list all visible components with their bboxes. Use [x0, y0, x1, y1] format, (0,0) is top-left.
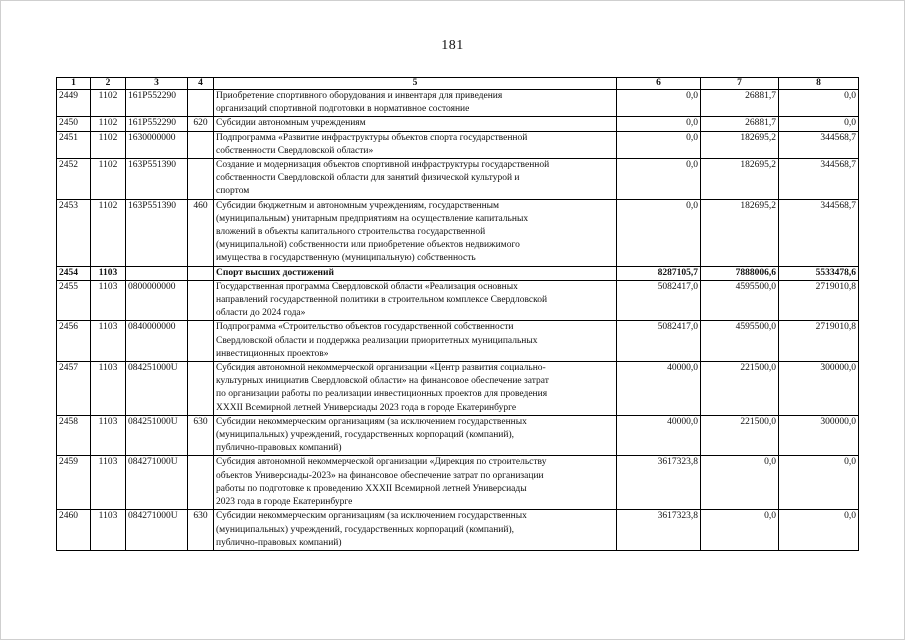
item-name-cell: Приобретение спортивного оборудования и инвентаря для приведения организаций спортивной подготовки в нормативное состояние [214, 90, 617, 117]
expense-type-cell: 460 [188, 199, 214, 266]
target-code-cell: 163P551390 [126, 159, 188, 200]
table-row [57, 321, 859, 362]
amount-col6-cell: 40000,0 [617, 362, 701, 416]
amount-col8-cell: 2719010,8 [779, 321, 859, 362]
amount-col8-cell: 0,0 [779, 510, 859, 551]
expense-type-cell [188, 266, 214, 280]
amount-col7-cell: 182695,2 [701, 199, 779, 266]
amount-col7-cell: 221500,0 [701, 362, 779, 416]
amount-col6-cell: 40000,0 [617, 415, 701, 456]
item-name-cell: Подпрограмма «Строительство объектов государственной собственности Свердловской области и поддержка реализации приоритетных муниципальных инвестиционных проектов» [214, 321, 617, 362]
amount-col8-cell: 5533478,6 [779, 266, 859, 280]
expense-type-cell: 630 [188, 510, 214, 551]
expense-type-cell [188, 321, 214, 362]
row-number-cell: 2455 [57, 280, 91, 321]
amount-col6-cell: 5082417,0 [617, 280, 701, 321]
table-row [57, 456, 859, 510]
expense-type-cell [188, 362, 214, 416]
item-name-cell: Создание и модернизация объектов спортивной инфраструктуры государственной собственности Свердловской области для занятий физической культурой и спортом [214, 159, 617, 200]
expense-type-cell [188, 159, 214, 200]
header-cell: 7 [701, 78, 779, 90]
target-code-cell: 161P552290 [126, 90, 188, 117]
amount-col8-cell: 344568,7 [779, 131, 859, 158]
row-number-cell: 2454 [57, 266, 91, 280]
item-name-cell: Субсидии автономным учреждениям [214, 117, 617, 131]
target-code-cell: 0840000000 [126, 321, 188, 362]
amount-col6-cell: 0,0 [617, 199, 701, 266]
amount-col7-cell: 221500,0 [701, 415, 779, 456]
expense-type-cell [188, 90, 214, 117]
table-row [57, 280, 859, 321]
section-code-cell: 1102 [91, 90, 126, 117]
amount-col6-cell: 0,0 [617, 159, 701, 200]
row-number-cell: 2451 [57, 131, 91, 158]
table-row [57, 266, 859, 280]
row-number-cell: 2460 [57, 510, 91, 551]
target-code-cell [126, 266, 188, 280]
section-code-cell: 1103 [91, 415, 126, 456]
section-code-cell: 1102 [91, 159, 126, 200]
amount-col8-cell: 300000,0 [779, 415, 859, 456]
row-number-cell: 2459 [57, 456, 91, 510]
amount-col6-cell: 3617323,8 [617, 456, 701, 510]
amount-col7-cell: 4595500,0 [701, 280, 779, 321]
table-row [57, 199, 859, 266]
table-row [57, 90, 859, 117]
amount-col6-cell: 0,0 [617, 131, 701, 158]
amount-col8-cell: 0,0 [779, 456, 859, 510]
item-name-cell: Субсидии некоммерческим организациям (за исключением государственных (муниципальных) учреждений, государственных корпораций (компаний), публично-правовых компаний) [214, 415, 617, 456]
amount-col7-cell: 4595500,0 [701, 321, 779, 362]
amount-col6-cell: 8287105,7 [617, 266, 701, 280]
header-cell: 2 [91, 78, 126, 90]
expense-type-cell [188, 131, 214, 158]
amount-col7-cell: 26881,7 [701, 117, 779, 131]
amount-col8-cell: 344568,7 [779, 199, 859, 266]
target-code-cell: 084271000U [126, 456, 188, 510]
expense-type-cell: 630 [188, 415, 214, 456]
section-code-cell: 1102 [91, 199, 126, 266]
amount-col8-cell: 0,0 [779, 117, 859, 131]
amount-col8-cell: 344568,7 [779, 159, 859, 200]
item-name-cell: Субсидии бюджетным и автономным учреждениям, государственным (муниципальным) унитарным предприятиям на осуществление капитальных вложений в объекты капитального строительства государственной (муниципальной) собственности или приобретение объектов недвижимого имущества в государственную (муниципальную) собственность [214, 199, 617, 266]
amount-col8-cell: 300000,0 [779, 362, 859, 416]
section-code-cell: 1102 [91, 131, 126, 158]
target-code-cell: 1630000000 [126, 131, 188, 158]
header-cell: 6 [617, 78, 701, 90]
table-row [57, 362, 859, 416]
table-row [57, 159, 859, 200]
amount-col6-cell: 0,0 [617, 117, 701, 131]
section-code-cell: 1103 [91, 280, 126, 321]
amount-col7-cell: 0,0 [701, 456, 779, 510]
expense-type-cell [188, 280, 214, 321]
header-cell: 5 [214, 78, 617, 90]
section-code-cell: 1103 [91, 510, 126, 551]
item-name-cell: Субсидия автономной некоммерческой организации «Центр развития социально- культурных инициатив Свердловской области» на финансовое обеспечение затрат по организации работы по реализации инвестиционных проектов для проведения XXXII Всемирной летней Универсиады 2023 года в городе Екатеринбурге [214, 362, 617, 416]
row-number-cell: 2450 [57, 117, 91, 131]
amount-col8-cell: 2719010,8 [779, 280, 859, 321]
row-number-cell: 2456 [57, 321, 91, 362]
target-code-cell: 161P552290 [126, 117, 188, 131]
amount-col6-cell: 0,0 [617, 90, 701, 117]
table-row [57, 415, 859, 456]
table-body [57, 90, 859, 551]
row-number-cell: 2457 [57, 362, 91, 416]
amount-col6-cell: 5082417,0 [617, 321, 701, 362]
budget-table [56, 77, 859, 551]
header-cell: 1 [57, 78, 91, 90]
item-name-cell: Подпрограмма «Развитие инфраструктуры объектов спорта государственной собственности Свердловской области» [214, 131, 617, 158]
item-name-cell: Государственная программа Свердловской области «Реализация основных направлений государственной политики в строительном комплексе Свердловской области до 2024 года» [214, 280, 617, 321]
target-code-cell: 084271000U [126, 510, 188, 551]
amount-col7-cell: 26881,7 [701, 90, 779, 117]
row-number-cell: 2452 [57, 159, 91, 200]
table-row [57, 131, 859, 158]
row-number-cell: 2449 [57, 90, 91, 117]
target-code-cell: 0800000000 [126, 280, 188, 321]
row-number-cell: 2453 [57, 199, 91, 266]
target-code-cell: 084251000U [126, 415, 188, 456]
amount-col7-cell: 7888006,6 [701, 266, 779, 280]
expense-type-cell [188, 456, 214, 510]
row-number-cell: 2458 [57, 415, 91, 456]
section-code-cell: 1103 [91, 456, 126, 510]
table-row [57, 117, 859, 131]
amount-col6-cell: 3617323,8 [617, 510, 701, 551]
section-code-cell: 1102 [91, 117, 126, 131]
item-name-cell: Субсидия автономной некоммерческой организации «Дирекция по строительству объектов Универсиады-2023» на финансовое обеспечение затрат по организации работы по подготовке к проведению XXXII Всемирной летней Универсиады 2023 года в городе Екатеринбурге [214, 456, 617, 510]
expense-type-cell: 620 [188, 117, 214, 131]
amount-col8-cell: 0,0 [779, 90, 859, 117]
amount-col7-cell: 182695,2 [701, 159, 779, 200]
target-code-cell: 084251000U [126, 362, 188, 416]
header-row [57, 78, 859, 90]
header-cell: 4 [188, 78, 214, 90]
item-name-cell: Субсидии некоммерческим организациям (за исключением государственных (муниципальных) учреждений, государственных корпораций (компаний), публично-правовых компаний) [214, 510, 617, 551]
amount-col7-cell: 182695,2 [701, 131, 779, 158]
page-number: 181 [441, 38, 464, 53]
header-cell: 3 [126, 78, 188, 90]
section-code-cell: 1103 [91, 266, 126, 280]
section-code-cell: 1103 [91, 362, 126, 416]
target-code-cell: 163P551390 [126, 199, 188, 266]
section-code-cell: 1103 [91, 321, 126, 362]
item-name-cell: Спорт высших достижений [214, 266, 617, 280]
amount-col7-cell: 0,0 [701, 510, 779, 551]
header-cell: 8 [779, 78, 859, 90]
table-row [57, 510, 859, 551]
